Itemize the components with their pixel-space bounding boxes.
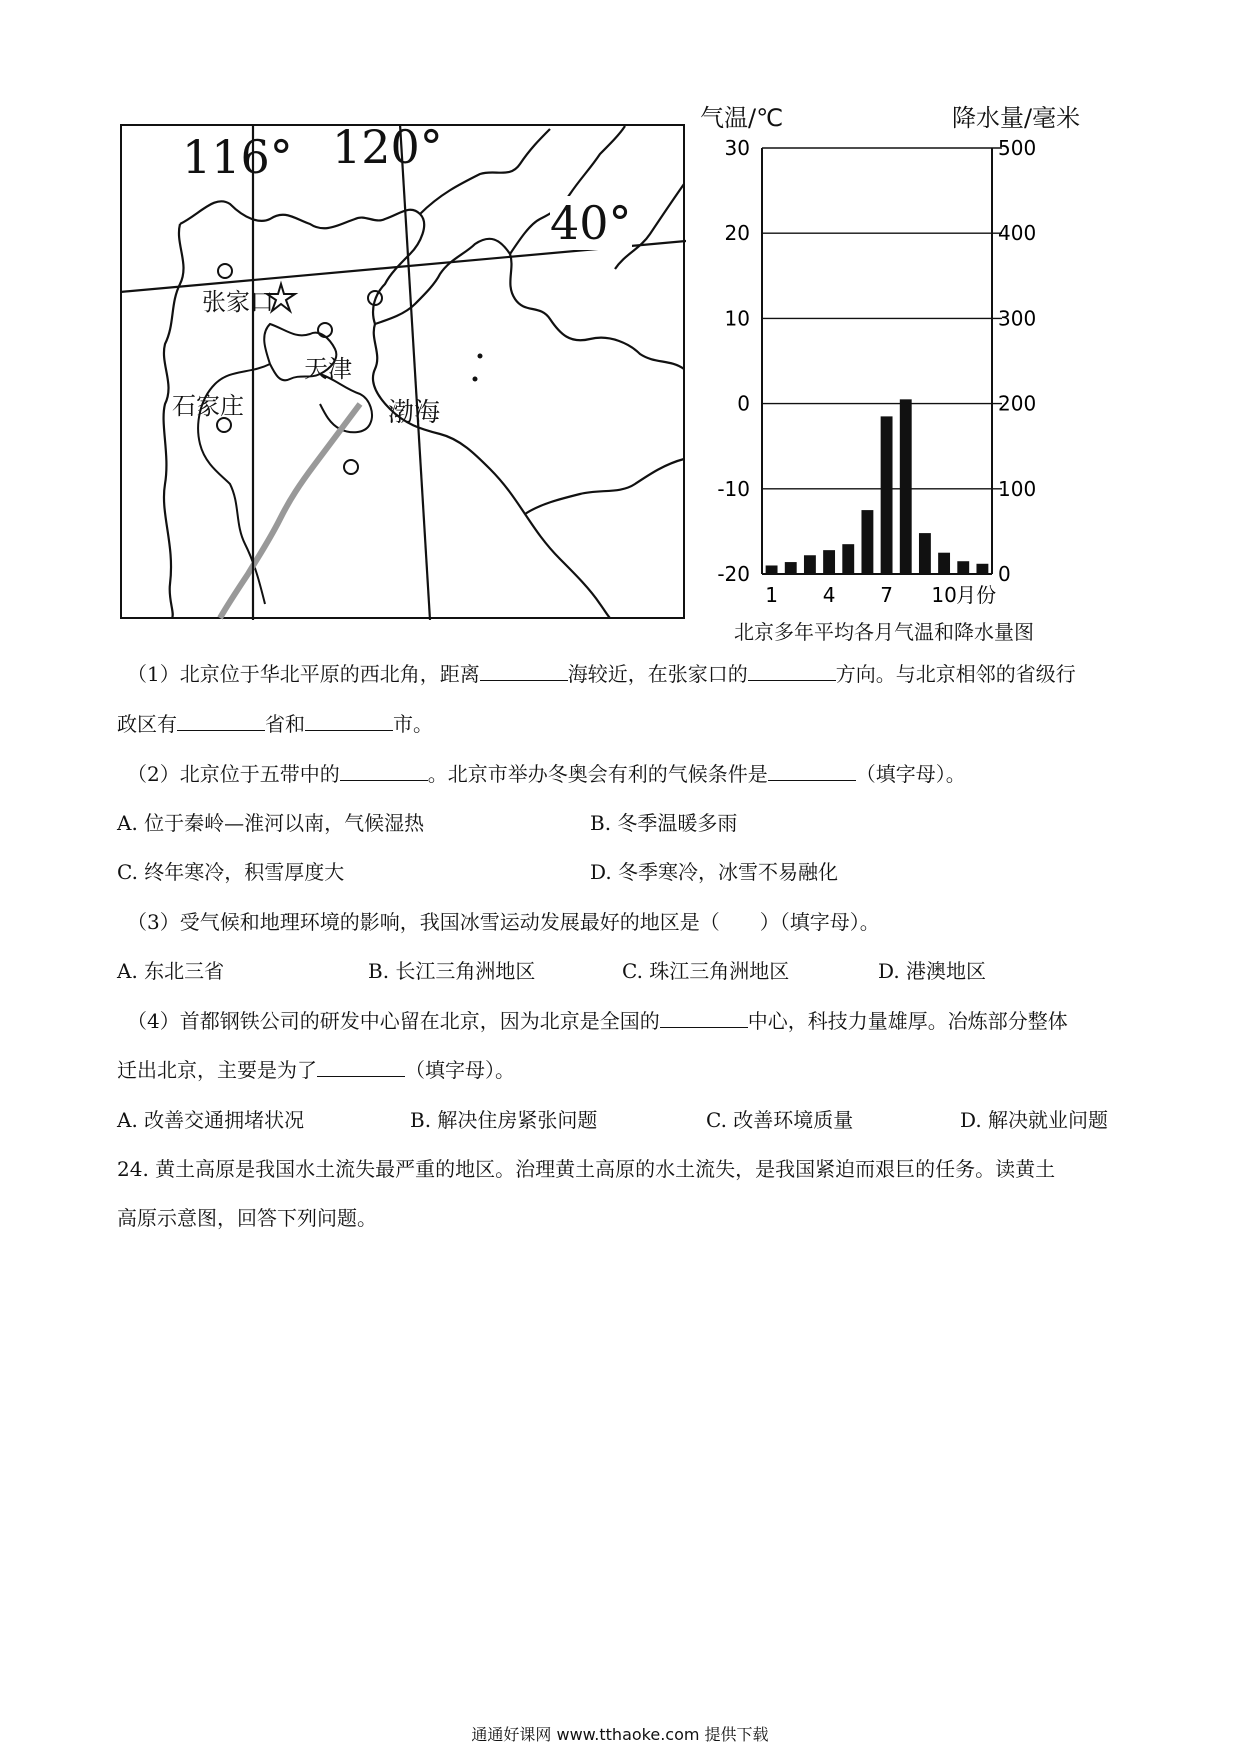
chart-right-tick-label: 0: [998, 562, 1011, 586]
q1-text-e: 省和: [265, 712, 305, 736]
q1-text-b: 海较近，在张家口的: [567, 662, 748, 686]
q2-option-a[interactable]: A. 位于秦岭—淮河以南，气候湿热: [117, 811, 425, 835]
q1-blank-1[interactable]: [480, 662, 568, 681]
q2-option-b[interactable]: B. 冬季温暖多雨: [590, 811, 738, 835]
sea-label-bohai: 渤海: [388, 398, 441, 428]
q3-text: （3）受气候和地理环境的影响，我国冰雪运动发展最好的地区是（ ）（填字母）。: [127, 910, 880, 934]
q2-blank-1[interactable]: [340, 762, 428, 781]
q4-blank-1[interactable]: [660, 1009, 748, 1028]
chart-x-unit-label: 月份: [956, 583, 997, 607]
q4-text-b: 中心，科技力量雄厚。冶炼部分整体: [747, 1009, 1068, 1033]
city-label-zhangjiakou: 张家口: [202, 288, 274, 316]
q1-blank-2[interactable]: [748, 662, 836, 681]
chart-right-tick-label: 100: [998, 476, 1037, 501]
chart-right-tick-label: 400: [998, 221, 1037, 246]
q4-line2: [117, 1057, 515, 1083]
chart-left-tick-label: -10: [717, 476, 750, 501]
longitude-116-label: 116°: [182, 130, 293, 184]
q1-blank-4[interactable]: [305, 712, 393, 731]
q4-option-c[interactable]: C. 改善环境质量: [706, 1108, 854, 1132]
q2-option-c[interactable]: C. 终年寒冷，积雪厚度大: [117, 860, 345, 884]
q24-text-1: 24. 黄土高原是我国水土流失最严重的地区。治理黄土高原的水土流失，是我国紧迫而艰巨的任务。读黄土: [117, 1157, 1056, 1181]
precipitation-bar: [957, 561, 969, 574]
q2-blank-2[interactable]: [768, 762, 856, 781]
precipitation-bar: [766, 565, 778, 574]
q3-option-a[interactable]: A. 东北三省: [117, 959, 225, 983]
q24-line2: [117, 1205, 377, 1231]
precipitation-bar: [804, 555, 816, 574]
chart-title: 北京多年平均各月气温和降水量图: [734, 620, 1034, 644]
q1-text-c: 方向。与北京相邻的省级行: [835, 662, 1076, 686]
longitude-120-label: 120°: [332, 120, 443, 174]
q4-line1: [127, 1008, 1068, 1034]
q2-text-c: （填字母）。: [855, 762, 966, 786]
q3-option-b[interactable]: B. 长江三角洲地区: [368, 959, 536, 983]
q4-text-d: （填字母）。: [405, 1058, 515, 1082]
q4-blank-2[interactable]: [317, 1058, 405, 1077]
q24-text-2: 高原示意图，回答下列问题。: [117, 1206, 377, 1230]
q1-blank-3[interactable]: [177, 712, 265, 731]
precipitation-bar: [919, 533, 931, 574]
precipitation-bar: [842, 544, 854, 574]
beijing-region-map: [120, 120, 686, 620]
chart-plot-area: [690, 96, 1110, 616]
chart-ylabel-left: 气温/℃: [700, 104, 784, 132]
q1-text-d: 政区有: [117, 712, 177, 736]
q4-text-a: （4）首都钢铁公司的研发中心留在北京，因为北京是全国的: [127, 1009, 660, 1033]
q1-text-f: 市。: [393, 712, 433, 736]
q3-option-d[interactable]: D. 港澳地区: [878, 959, 987, 983]
chart-left-tick-label: 10: [724, 306, 750, 331]
latitude-40-label: 40°: [550, 196, 632, 250]
chart-right-tick-label: 200: [998, 391, 1037, 416]
q3-option-c[interactable]: C. 珠江三角洲地区: [622, 959, 790, 983]
precipitation-bar: [785, 562, 797, 574]
city-label-shijiazhuang: 石家庄: [172, 392, 244, 420]
chart-left-tick-label: -20: [717, 562, 750, 586]
city-label-tianjin: 天津: [304, 355, 352, 383]
q3-line: [127, 909, 880, 935]
chart-x-tick-label: 1: [765, 583, 778, 607]
q2-text-a: （2）北京位于五带中的: [127, 762, 340, 786]
precipitation-bar: [861, 510, 873, 574]
precipitation-bar: [938, 553, 950, 574]
footer-credit: 通通好课网 www.tthaoke.com 提供下载: [471, 1725, 769, 1744]
q4-option-b[interactable]: B. 解决住房紧张问题: [410, 1108, 598, 1132]
q1-line2: [117, 711, 433, 737]
chart-x-tick-label: 7: [880, 583, 893, 607]
chart-left-tick-label: 30: [724, 136, 750, 160]
precipitation-bar: [823, 550, 835, 574]
chart-right-tick-label: 500: [998, 136, 1037, 160]
q4-option-d[interactable]: D. 解决就业问题: [960, 1108, 1109, 1132]
chart-x-tick-label: 4: [822, 583, 836, 607]
q4-text-c: 迁出北京，主要是为了: [117, 1058, 317, 1082]
chart-x-tick-label: 10: [931, 583, 957, 607]
q24-line1: [117, 1156, 1055, 1182]
chart-ylabel-right: 降水量/毫米: [952, 104, 1081, 132]
q1-text-a: （1）北京位于华北平原的西北角，距离: [127, 662, 480, 686]
precipitation-bar: [900, 399, 912, 574]
q2-text-b: 。北京市举办冬奥会有利的气候条件是: [427, 762, 768, 786]
q4-option-a[interactable]: A. 改善交通拥堵状况: [117, 1108, 305, 1132]
q2-option-d[interactable]: D. 冬季寒冷，冰雪不易融化: [590, 860, 839, 884]
climate-chart: [690, 96, 1110, 656]
chart-left-tick-label: 0: [737, 391, 750, 416]
precipitation-bar: [881, 416, 893, 574]
chart-right-tick-label: 300: [998, 306, 1037, 331]
chart-left-tick-label: 20: [724, 221, 750, 246]
q1-line1: [127, 661, 1076, 687]
precipitation-bar: [976, 564, 988, 574]
q2-line: [127, 761, 966, 787]
